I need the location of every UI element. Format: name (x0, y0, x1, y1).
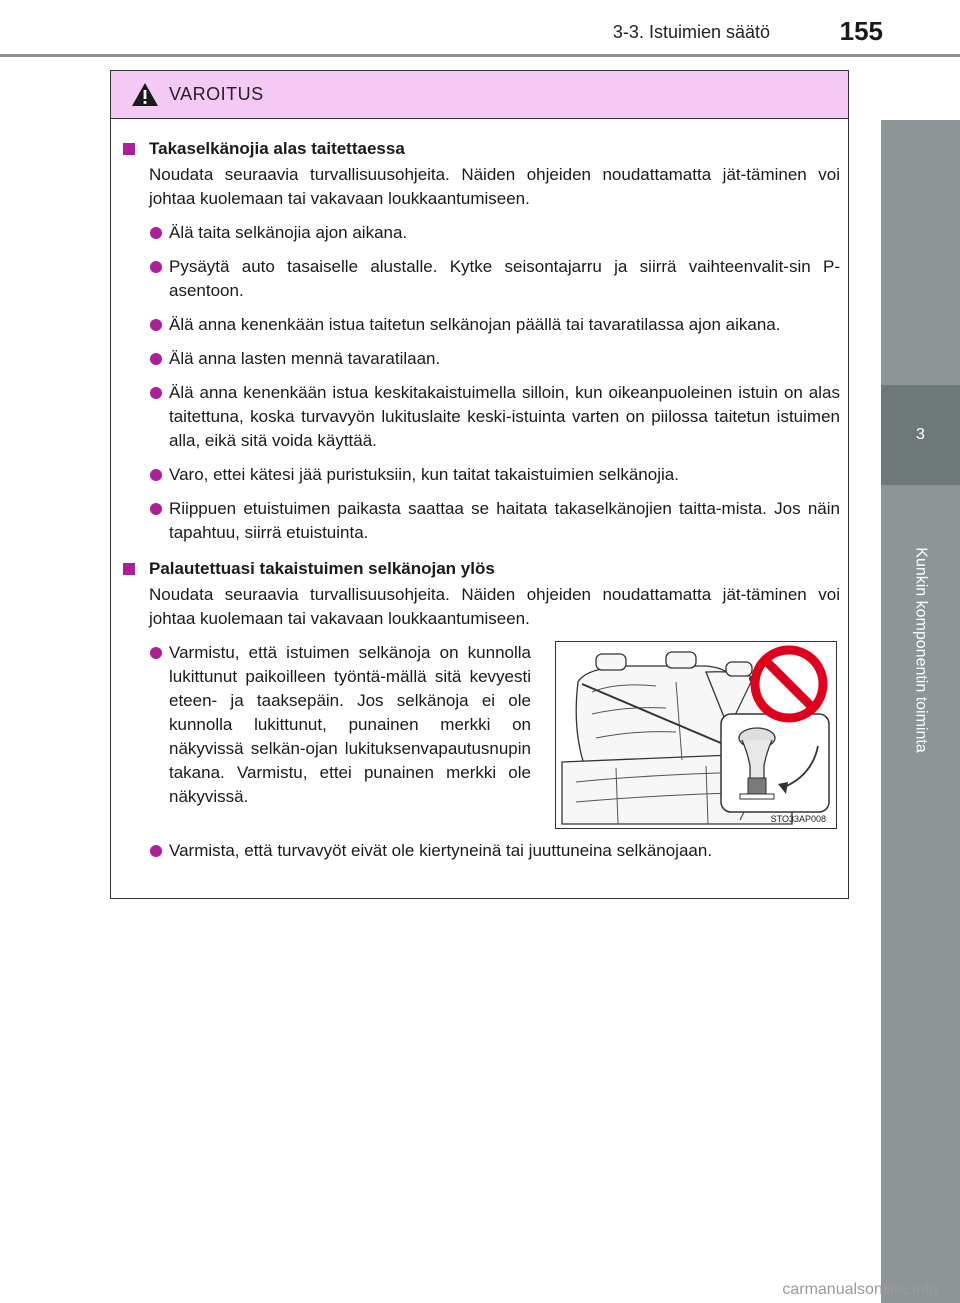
list-item (123, 497, 840, 545)
list-item (123, 313, 840, 337)
list-item (123, 255, 840, 303)
list-item (123, 381, 840, 453)
chapter-title-box (881, 490, 960, 810)
list-item-text: Älä taita selkänojia ajon aikana. (169, 223, 408, 242)
watermark: carmanualsonline.info (782, 1281, 938, 1298)
round-bullet-icon (150, 845, 162, 857)
list-item-text: Älä anna kenenkään istua taitetun selkänojan päällä tai tavaratilassa ajon aikana. (169, 315, 781, 334)
list-item-text: Varo, ettei kätesi jää puristuksiin, kun taitat takaistuimien selkänojia. (169, 465, 679, 484)
figure-row (123, 641, 840, 829)
warning-box (110, 70, 849, 899)
round-bullet-icon (150, 387, 162, 399)
list-item (123, 839, 840, 863)
page-number: 155 (839, 16, 883, 46)
chapter-title: Kunkin komponentin toiminta (912, 547, 930, 753)
list-item-text: Pysäytä auto tasaiselle alustalle. Kytke seisontajarru ja siirrä vaihteenvalit-sin P-asentoon. (169, 257, 840, 300)
list-item-text: Älä anna kenenkään istua keskitakaistuimella silloin, kun oikeanpuoleinen istuin on alas taitettuna, koska turvavyön lukituslaite keski-istuinta varten on piilossa taitetun istuimen alla, eikä sitä voida käyttää. (169, 383, 840, 450)
section-heading (123, 557, 840, 581)
round-bullet-icon (150, 503, 162, 515)
figure-code: STO33AP008 (770, 814, 826, 824)
section-intro: Noudata seuraavia turvallisuusohjeita. Näiden ohjeiden noudattamatta jät-täminen voi johtaa kuolemaan tai vakavaan loukkaantumiseen. (149, 585, 840, 628)
round-bullet-icon (150, 647, 162, 659)
list-item-text: Älä anna lasten mennä tavaratilaan. (169, 349, 441, 368)
section-heading (123, 137, 840, 161)
warning-header (111, 71, 848, 119)
warning-label: VAROITUS (169, 84, 264, 104)
list-item-text: Riippuen etuistuimen paikasta saattaa se haitata takaselkänojien taitta-mista. Jos näin tapahtuu, siirrä etuistuinta. (169, 499, 840, 542)
warning-content (111, 119, 848, 863)
section-heading-text: Palautettuasi takaistuimen selkänojan ylös (149, 559, 495, 578)
list-item-text: Varmistu, että istuimen selkänoja on kunnolla lukittunut paikoilleen työntä-mällä sitä kevyesti eteen- ja taaksepäin. Jos selkänoja ei ole kunnolla lukittunut, punainen merkki on näkyvissä selkän-ojan lukituksenvapautusnupin takana. Varmistu, ettei punainen merkki ole näkyvissä. (169, 643, 531, 806)
chapter-number-box (881, 385, 960, 485)
list-item-text: Varmista, että turvavyöt eivät ole kiertyneinä tai juuttuneina selkänojaan. (169, 841, 713, 860)
section-title: 3-3. Istuimien säätö (612, 22, 770, 42)
list-item (123, 641, 531, 829)
chapter-number: 3 (916, 426, 925, 443)
list-item (123, 347, 840, 371)
list-item (123, 463, 840, 487)
seat-illustration (555, 641, 837, 829)
round-bullet-icon (150, 469, 162, 481)
warning-triangle-icon (131, 82, 159, 107)
square-bullet-icon (123, 143, 135, 155)
square-bullet-icon (123, 563, 135, 575)
round-bullet-icon (150, 353, 162, 365)
section-intro: Noudata seuraavia turvallisuusohjeita. Näiden ohjeiden noudattamatta jät-täminen voi johtaa kuolemaan tai vakavaan loukkaantumiseen. (149, 165, 840, 208)
round-bullet-icon (150, 319, 162, 331)
round-bullet-icon (150, 227, 162, 239)
section-heading-text: Takaselkänojia alas taitettaessa (149, 139, 405, 158)
list-item (123, 221, 840, 245)
round-bullet-icon (150, 261, 162, 273)
rear-seat-illustration (556, 642, 836, 828)
header-rule (0, 54, 960, 57)
